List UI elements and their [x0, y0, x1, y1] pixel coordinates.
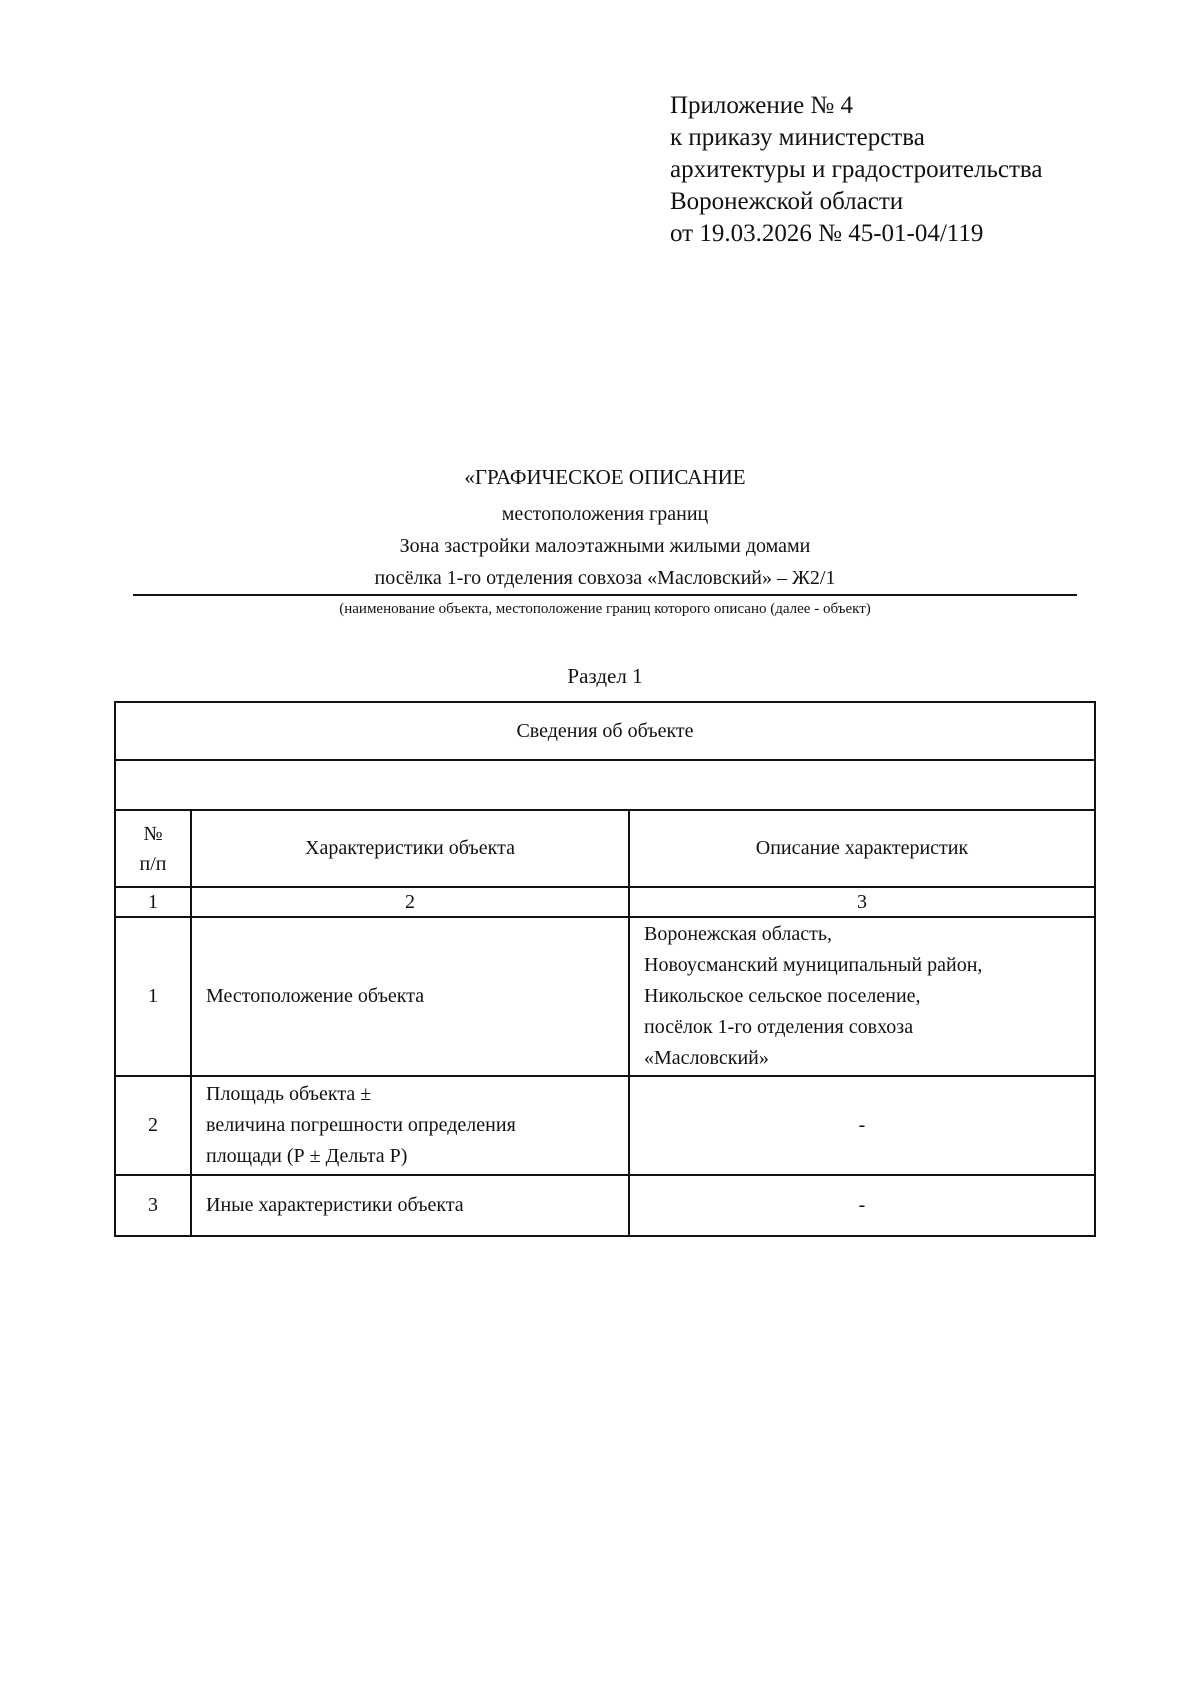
appendix-line: Воронежской области	[670, 188, 904, 215]
table-heading-row	[115, 702, 1095, 760]
column-header-description: Описание характеристик	[629, 810, 1095, 887]
row-number: 1	[115, 917, 191, 1076]
description-line: «Масловский»	[644, 1047, 769, 1069]
title-underline	[133, 594, 1077, 596]
row-description	[629, 917, 1095, 1076]
table-row	[115, 1175, 1095, 1236]
object-info-table	[114, 701, 1096, 1237]
column-header-characteristic: Характеристики объекта	[191, 810, 629, 887]
appendix-line: к приказу министерства	[670, 124, 925, 151]
column-number: 3	[629, 887, 1095, 917]
table-row	[115, 1076, 1095, 1175]
description-line: Воронежская область,	[644, 923, 833, 945]
column-header-num-line: п/п	[139, 852, 167, 875]
table-header-row	[115, 810, 1095, 887]
description-line: посёлок 1-го отделения совхоза	[644, 1016, 914, 1038]
row-description: -	[629, 1076, 1095, 1175]
characteristic-line: величина погрешности определения	[206, 1114, 516, 1136]
appendix-line: архитектуры и градостроительства	[670, 156, 1043, 183]
column-header-num-line: №	[143, 822, 163, 845]
column-header-num	[115, 810, 191, 887]
appendix-line: от 19.03.2026 № 45-01-04/119	[670, 220, 984, 247]
characteristic-line: Площадь объекта ±	[206, 1083, 372, 1105]
title-subline: местоположения границ	[501, 503, 709, 525]
row-number: 2	[115, 1076, 191, 1175]
table-column-numbers-row	[115, 887, 1095, 917]
title-caption: (наименование объекта, местоположение границ которого описано (далее - объект)	[339, 601, 871, 617]
table-heading: Сведения об объекте	[115, 702, 1095, 760]
title-subline: Зона застройки малоэтажными жилыми домами	[399, 535, 811, 557]
column-number: 1	[115, 887, 191, 917]
description-line: Новоусманский муниципальный район,	[644, 954, 983, 976]
row-characteristic: Иные характеристики объекта	[191, 1175, 629, 1236]
appendix-header	[670, 90, 1042, 250]
document-title-block	[133, 462, 1077, 594]
row-characteristic: Местоположение объекта	[191, 917, 629, 1076]
section-title: Раздел 1	[567, 664, 643, 688]
row-description: -	[629, 1175, 1095, 1236]
table-row	[115, 917, 1095, 1076]
appendix-line: Приложение № 4	[670, 92, 854, 119]
characteristic-line: площади (Р ± Дельта Р)	[206, 1145, 408, 1167]
title-subline: посёлка 1-го отделения совхоза «Масловский» – Ж2/1	[374, 567, 836, 589]
table-empty-cell	[115, 760, 1095, 810]
column-number: 2	[191, 887, 629, 917]
description-line: Никольское сельское поселение,	[644, 985, 921, 1007]
document-title: «ГРАФИЧЕСКОЕ ОПИСАНИЕ	[464, 465, 746, 489]
table-empty-row	[115, 760, 1095, 810]
row-number: 3	[115, 1175, 191, 1236]
row-characteristic	[191, 1076, 629, 1175]
